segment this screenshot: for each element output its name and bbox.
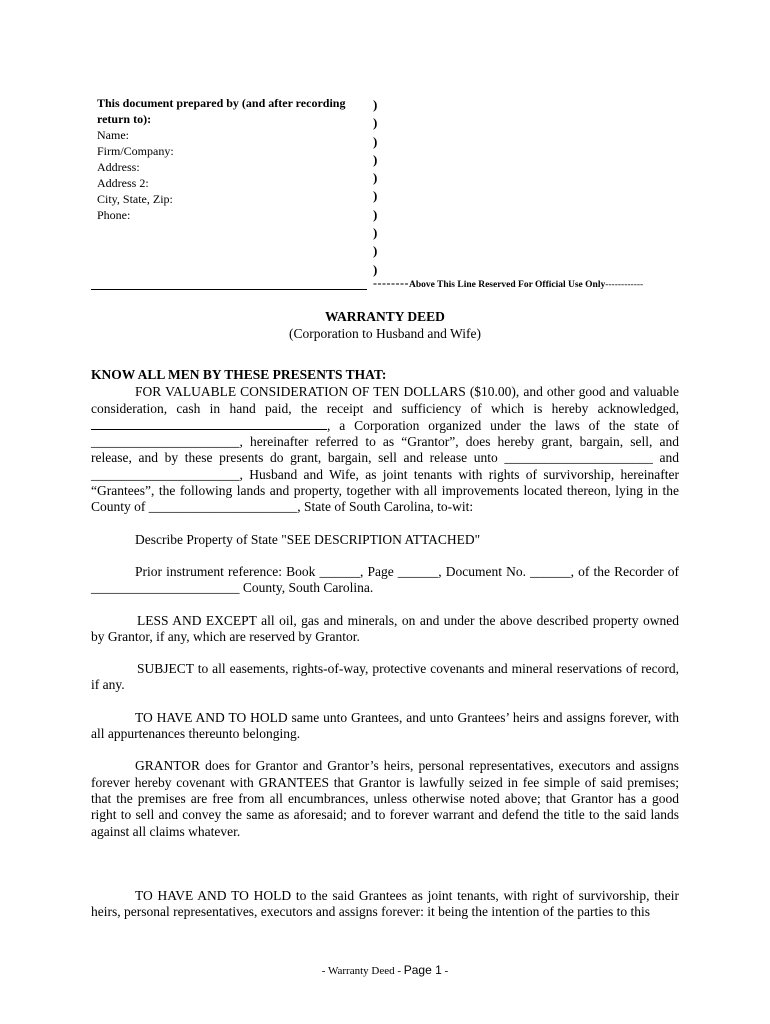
field-city-state-zip: City, State, Zip: bbox=[97, 192, 173, 206]
document-body bbox=[91, 367, 679, 920]
subject-to-paragraph: SUBJECT to all easements, rights-of-way, protective covenants and mineral reservations of record, if any. bbox=[91, 661, 679, 693]
consideration-paragraph bbox=[91, 384, 679, 515]
field-phone: Phone: bbox=[97, 208, 131, 222]
footer-page-number: Page 1 bbox=[403, 963, 442, 977]
reserved-text: Above This Line Reserved For Official Use Only bbox=[408, 280, 606, 290]
prepared-by-heading: This document prepared by (and after recording return to): bbox=[97, 96, 346, 126]
parenthesis-column: ) ) ) ) ) ) ) ) ) ) bbox=[373, 97, 378, 277]
consideration-text: FOR VALUABLE CONSIDERATION OF TEN DOLLARS ($10.00), and other good and valuable consideration, cash in hand paid, the receipt and sufficiency of which is hereby acknowledged, bbox=[91, 384, 679, 416]
field-address: Address: bbox=[97, 160, 140, 174]
field-name: Name: bbox=[97, 128, 129, 142]
less-and-except-paragraph: LESS AND EXCEPT all oil, gas and minerals, on and under the above described property owned by Grantor, if any, which are reserved by Grantor. bbox=[91, 612, 679, 644]
footer-right: - bbox=[441, 965, 449, 977]
field-address-2: Address 2: bbox=[97, 176, 149, 190]
describe-property-paragraph: Describe Property of State "SEE DESCRIPTION ATTACHED" bbox=[135, 531, 481, 547]
page-footer bbox=[0, 963, 770, 977]
grantor-name-blank bbox=[91, 417, 327, 430]
know-all-men-heading: KNOW ALL MEN BY THESE PRESENTS THAT: bbox=[91, 367, 387, 382]
prior-instrument-paragraph: Prior instrument reference: Book ______, Page ______, Document No. ______, of the Recorder of ______________________ County, South Carolina. bbox=[91, 563, 679, 596]
grantor-covenant-paragraph: GRANTOR does for Grantor and Grantor’s heirs, personal representatives, executors and assigns forever hereby covenant with GRANTEES that Grantor is lawfully seized in fee simple of said premises; that the premises are free from all encumbrances, unless otherwise noted above; that Grantor has a good right to sell and convey the same as aforesaid; and to forever warrant and defend the title to the said lands against all claims whatever. bbox=[91, 758, 679, 839]
to-have-and-hold-paragraph: TO HAVE AND TO HOLD same unto Grantees, and unto Grantees’ heirs and assigns forever, with all appurtenances thereunto belonging. bbox=[91, 709, 679, 742]
document-title: WARRANTY DEED bbox=[325, 309, 445, 324]
footer-left: - Warranty Deed - bbox=[321, 965, 404, 977]
grantor-text: , a Corporation organized under the laws of the state of ______________________, hereinafter referred to as “Grantor”, does hereby grant, bargain, sell, and release, and by these presents do grant, bargain, sell and release unto ______________________ and ______________________, Husband and Wife, as joint tenants with rights of survivorship, hereinafter “Grantees”, the following lands and property, together with all improvements located thereon, lying in the County of ______________________, State of South Carolina, to-wit: bbox=[91, 417, 679, 515]
joint-tenants-paragraph: TO HAVE AND TO HOLD to the said Grantees as joint tenants, with right of survivorship, their heirs, personal representatives, executors and assigns forever: it being the intention of the parties to this bbox=[91, 887, 679, 920]
reserved-tail: ------------ bbox=[605, 280, 644, 290]
recording-divider-line bbox=[91, 289, 367, 290]
field-firm: Firm/Company: bbox=[97, 144, 174, 158]
reserved-dashes: -------- bbox=[373, 276, 409, 290]
official-use-line bbox=[373, 276, 643, 291]
prepared-by-block bbox=[97, 95, 367, 223]
document-subtitle: (Corporation to Husband and Wife) bbox=[289, 326, 481, 341]
